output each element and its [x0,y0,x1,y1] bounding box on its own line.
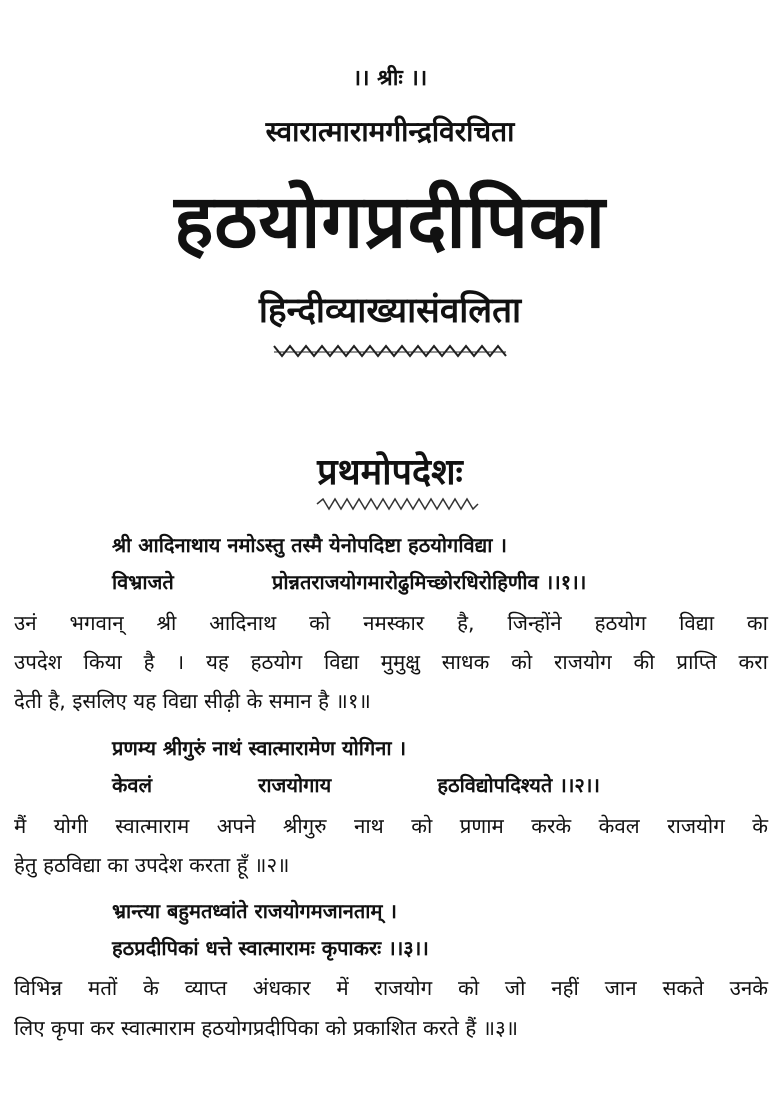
chapter-heading: प्रथमोपदेशः [317,452,463,493]
verse-2-word-1: केवलं [112,773,153,797]
translation-2-line-2: हेतु हठविद्या का उपदेश करता हूँ ॥२॥ [14,853,290,877]
translation-2-line-1: मैं योगी स्वात्माराम अपने श्रीगुरु नाथ को प्रणाम करके केवल राजयोग के [14,814,768,838]
translation-3-line-1: विभिन्न मतों के व्याप्त अंधकार में राजयोग को जो नहीं जान सकते उनके [14,976,768,1000]
verse-3-line-2: हठप्रदीपिकां धत्ते स्वात्मारामः कृपाकरः ।।३।। [112,936,429,960]
verse-1-line-2b: प्रोन्नतराजयोगमारोढुमिच्छोरधिरोहिणीव ।।१।। [272,570,587,594]
verse-2-word-2: राजयोगाय [258,773,332,797]
verse-2-word-3: हठविद्योपदिश्यते ।।२।। [437,773,600,797]
subtitle-commentary: हिन्दीव्याख्यासंवलिता [258,291,522,331]
verse-2-line-2 [112,771,600,798]
translation-3-line-2: लिए कृपा कर स्वात्माराम हठयोगप्रदीपिका को प्रकाशित करते हैं ॥३॥ [14,1016,519,1040]
decorative-ornament-border [270,340,510,362]
translation-1-line-1: उनं भगवान् श्री आदिनाथ को नमस्कार है, जिन्होंने हठयोग विद्या का [14,611,768,635]
page-title: हठयोगप्रदीपिका [174,179,606,265]
invocation-line: ।। श्रीः ।। [352,66,428,91]
verse-1-line-2a: विभ्राजते [112,570,174,594]
translation-1-line-2: उपदेश किया है । यह हठयोग विद्या मुमुक्षु साधक को राजयोग की प्राप्ति करा [14,650,768,674]
translation-1-line-3: देती है, इसलिए यह विद्या सीढ़ी के समान है ॥१॥ [14,689,371,713]
author-line: स्वारात्मारामगीन्द्रविरचिता [265,115,515,148]
verse-3-line-1: भ्रान्त्या बहुमतध्वांते राजयोगमजानताम् । [112,899,397,923]
verse-2-line-1: प्रणम्य श्रीगुरुं नाथं स्वात्मारामेण योगिना । [112,736,407,760]
decorative-ornament-divider [315,496,480,512]
verse-1-line-1: श्री आदिनाथाय नमोऽस्तु तस्मै येनोपदिष्टा हठयोगविद्या । [112,533,507,557]
